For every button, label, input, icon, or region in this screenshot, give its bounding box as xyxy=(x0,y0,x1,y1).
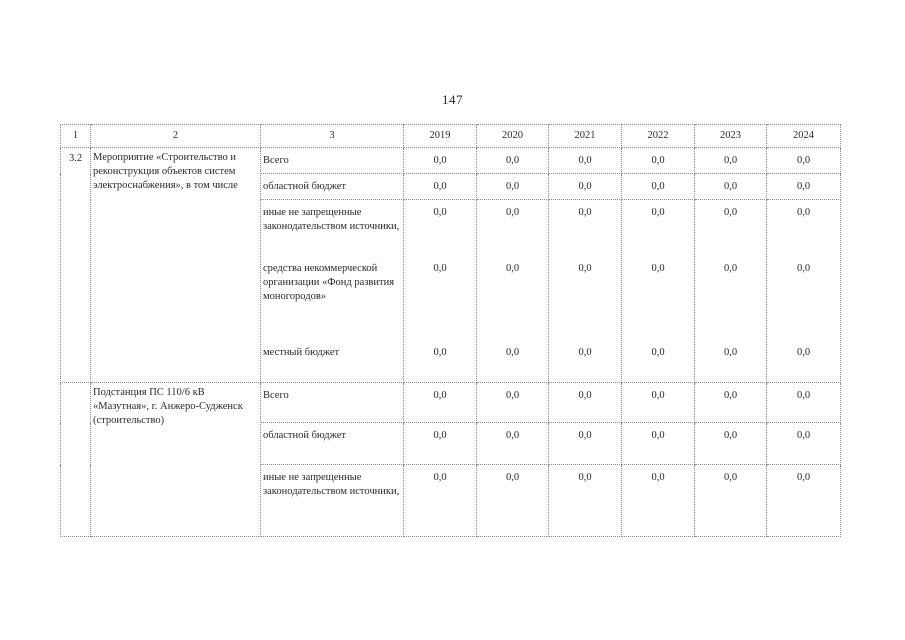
value-stack xyxy=(477,200,549,383)
value-cell: 0,0 xyxy=(622,465,695,537)
value-cell: 0,0 xyxy=(796,347,811,358)
value-cell: 0,0 xyxy=(767,174,841,200)
header-cell: 2024 xyxy=(767,125,841,148)
value-cell: 0,0 xyxy=(404,465,477,537)
value-cell: 0,0 xyxy=(404,423,477,465)
value-cell: 0,0 xyxy=(767,423,841,465)
source-cell: средства некоммерческой организации «Фонд развития моногородов» xyxy=(263,263,395,302)
value-cell: 0,0 xyxy=(477,423,549,465)
value-cell: 0,0 xyxy=(695,465,767,537)
value-cell: 0,0 xyxy=(477,174,549,200)
value-cell: 0,0 xyxy=(477,383,549,423)
measure-name: Мероприятие «Строительство и реконструкция объектов систем электроснабжения», в том числе xyxy=(91,148,261,383)
header-cell: 1 xyxy=(61,125,91,148)
source-cell: иные не запрещенные законодательством источники, xyxy=(261,465,404,537)
value-cell: 0,0 xyxy=(505,347,520,358)
value-cell: 0,0 xyxy=(477,465,549,537)
page-number: 147 xyxy=(442,92,463,107)
row-number-empty xyxy=(61,383,91,537)
value-cell: 0,0 xyxy=(433,263,447,274)
value-cell: 0,0 xyxy=(651,207,665,218)
value-cell: 0,0 xyxy=(723,263,738,274)
value-cell: 0,0 xyxy=(695,423,767,465)
header-cell: 2022 xyxy=(622,125,695,148)
value-cell: 0,0 xyxy=(622,383,695,423)
value-cell: 0,0 xyxy=(622,148,695,174)
value-cell: 0,0 xyxy=(695,383,767,423)
value-cell: 0,0 xyxy=(549,383,622,423)
header-cell: 3 xyxy=(261,125,404,148)
header-cell: 2023 xyxy=(695,125,767,148)
value-cell: 0,0 xyxy=(578,263,592,274)
value-cell: 0,0 xyxy=(549,148,622,174)
source-cell: иные не запрещенные законодательством источники, xyxy=(263,207,400,232)
source-cell: областной бюджет xyxy=(261,423,404,465)
value-cell: 0,0 xyxy=(723,207,738,218)
value-cell: 0,0 xyxy=(404,174,477,200)
value-cell: 0,0 xyxy=(404,148,477,174)
value-cell: 0,0 xyxy=(651,263,665,274)
source-stack xyxy=(261,200,404,383)
source-cell: областной бюджет xyxy=(261,174,404,200)
header-cell: 2021 xyxy=(549,125,622,148)
value-cell: 0,0 xyxy=(578,347,592,358)
header-cell: 2 xyxy=(91,125,261,148)
source-cell: Всего xyxy=(261,148,404,174)
table-row xyxy=(61,383,841,423)
value-cell: 0,0 xyxy=(477,148,549,174)
value-cell: 0,0 xyxy=(622,174,695,200)
value-cell: 0,0 xyxy=(549,465,622,537)
value-stack xyxy=(549,200,622,383)
value-cell: 0,0 xyxy=(796,263,811,274)
source-cell: местный бюджет xyxy=(263,347,340,358)
value-cell: 0,0 xyxy=(695,148,767,174)
value-stack xyxy=(767,200,841,383)
value-cell: 0,0 xyxy=(404,383,477,423)
financing-table xyxy=(60,124,841,537)
value-stack xyxy=(695,200,767,383)
header-cell: 2020 xyxy=(477,125,549,148)
value-cell: 0,0 xyxy=(767,383,841,423)
value-cell: 0,0 xyxy=(433,207,447,218)
row-number: 3.2 xyxy=(61,148,91,383)
value-cell: 0,0 xyxy=(767,148,841,174)
value-cell: 0,0 xyxy=(622,423,695,465)
value-cell: 0,0 xyxy=(505,207,520,218)
value-cell: 0,0 xyxy=(505,263,520,274)
value-cell: 0,0 xyxy=(723,347,738,358)
value-cell: 0,0 xyxy=(549,174,622,200)
value-cell: 0,0 xyxy=(578,207,592,218)
value-cell: 0,0 xyxy=(433,347,447,358)
value-cell: 0,0 xyxy=(651,347,665,358)
source-cell: Всего xyxy=(261,383,404,423)
object-name: Подстанция ПС 110/6 кВ «Мазутная», г. Анжеро-Судженск (строительство) xyxy=(91,383,261,537)
value-stack xyxy=(404,200,477,383)
table-header-row xyxy=(61,125,841,148)
value-cell: 0,0 xyxy=(796,207,811,218)
value-cell: 0,0 xyxy=(549,423,622,465)
table-row xyxy=(61,148,841,174)
value-stack xyxy=(622,200,695,383)
value-cell: 0,0 xyxy=(695,174,767,200)
header-cell: 2019 xyxy=(404,125,477,148)
value-cell: 0,0 xyxy=(767,465,841,537)
